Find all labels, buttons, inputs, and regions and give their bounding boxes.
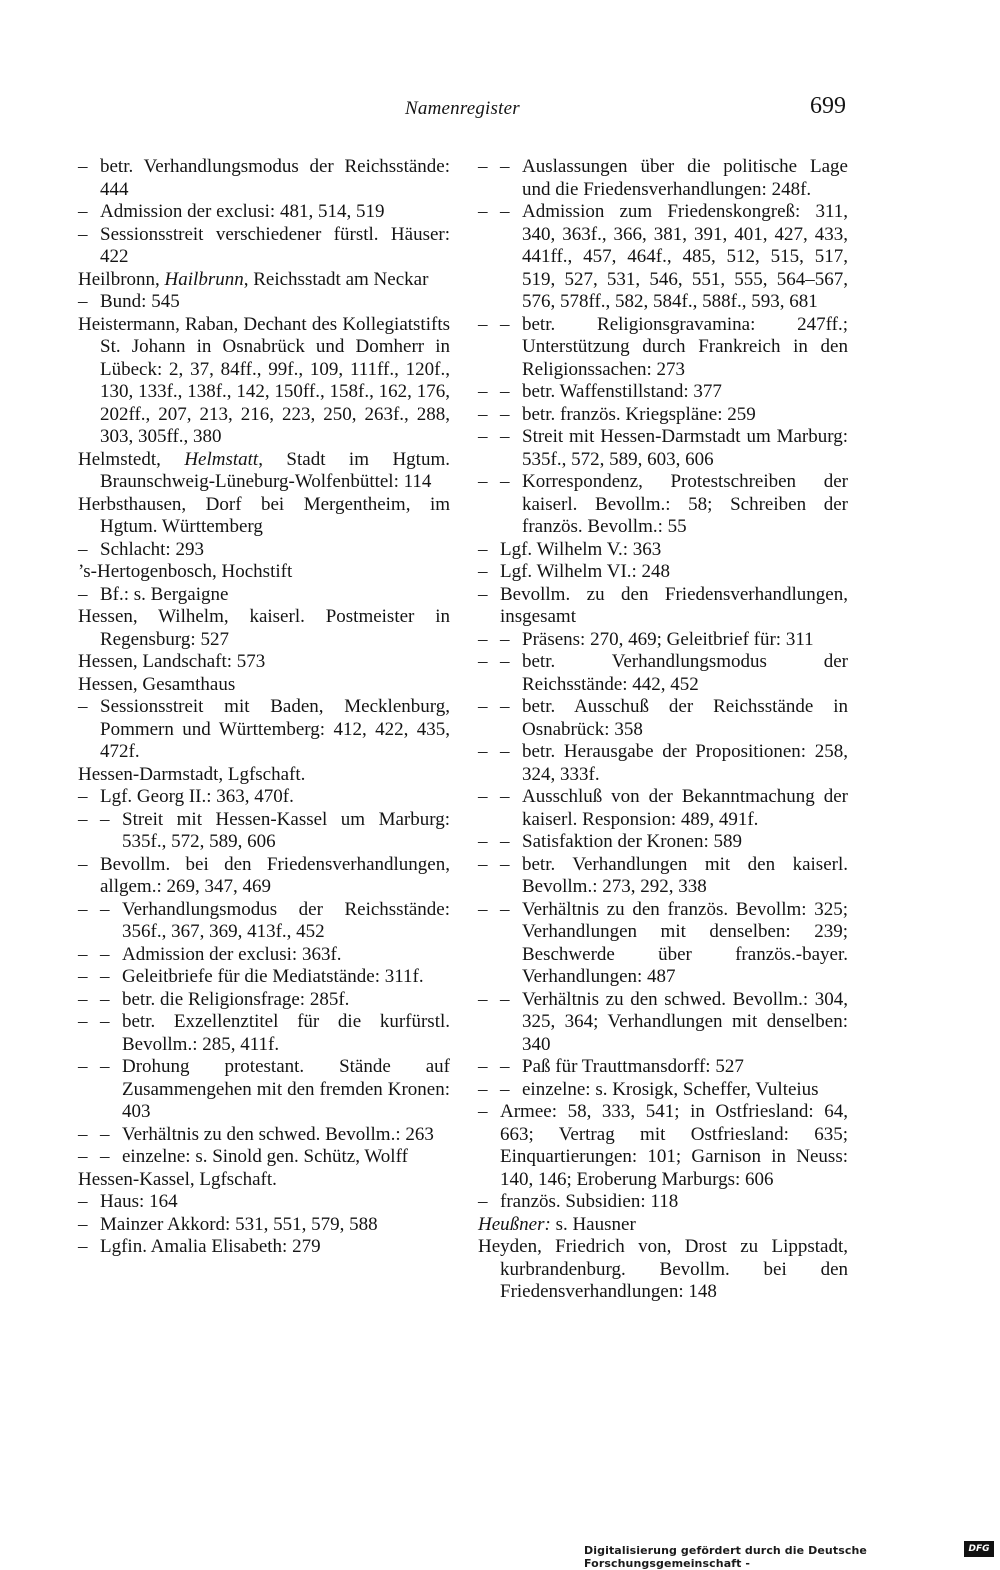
entry-text: Bf.: s. Bergaigne [100,583,229,605]
entry-text: Mainzer Akkord: 531, 551, 579, 588 [100,1213,378,1235]
subentry-dash: – [478,426,488,447]
subentry-dash: – [500,1078,510,1100]
entry-text: Hessen, Wilhelm, kaiserl. Postmeister in Regensburg: 527 [78,606,450,650]
subentry-dash: – [78,1213,88,1235]
subentry-dash: – [500,156,510,177]
subentry-dash: – [78,538,88,560]
index-column-right [478,156,848,1304]
index-entry [478,696,848,741]
subentry-dash: – [478,853,488,875]
entry-text: französ. Subsidien: 118 [500,1191,679,1212]
entry-text: betr. Exzellenztitel für die kurfürstl. Bevollm.: 285, 411f. [122,1011,450,1055]
subentry-dash: – [500,853,510,875]
subentry-dash: – [478,786,488,807]
subentry-dash: – [478,628,488,650]
subentry-dash: – [478,381,488,402]
subentry-dash: – [78,853,88,875]
subentry-dash: – [78,201,88,222]
index-entry [78,1191,450,1214]
subentry-dash: – [78,786,88,807]
subentry-dash: – [478,1056,488,1077]
page-number: 699 [810,93,846,119]
index-entry [78,1146,450,1169]
index-entry [78,314,450,449]
index-entry [78,269,450,292]
entry-text: einzelne: s. Sinold gen. Schütz, Wolff [122,1146,408,1167]
entry-text: Hessen, Gesamthaus [78,673,236,695]
subentry-dash: – [500,201,510,222]
subentry-dash: – [78,1011,88,1032]
index-entry [78,584,450,607]
index-entry [478,786,848,831]
subentry-dash: – [478,313,488,335]
subentry-dash: – [100,943,110,965]
entry-text: Haus: 164 [100,1191,178,1212]
subentry-dash: – [500,898,510,920]
subentry-dash: – [500,651,510,672]
index-entry [78,1011,450,1056]
entry-text: Satisfaktion der Kronen: 589 [522,831,743,852]
entry-text-rest: , Reichsstadt am Neckar [243,268,429,290]
entry-text: Heistermann, Raban, Dechant des Kollegiatstifts St. Johann in Osnabrück und Domherr in Lübeck: 2, 37, 84ff., 99f., 109, 111ff., 120f., 130, 133f., 138f., 142, 150ff., 158f., 162, 176, 202ff., 207, 213, 216, 223, 250, 263f., 288, 303, 305ff., 380 [78,313,450,447]
subentry-dash: – [478,403,488,425]
entry-text: Verhältnis zu den schwed. Bevollm.: 263 [122,1123,434,1145]
entry-text: betr. Verhandlungsmodus der Reichsstände: 444 [100,156,450,200]
index-entry [478,539,848,562]
entry-text: betr. Verhandlungen mit den kaiserl. Bevollm.: 273, 292, 338 [522,853,848,897]
entry-text: Herbsthausen, Dorf bei Mergentheim, im Hgtum. Württemberg [78,493,450,537]
entry-text: Lgf. Wilhelm V.: 363 [500,538,662,560]
subentry-dash: – [78,943,88,965]
index-entry [78,494,450,539]
index-entry [78,899,450,944]
entry-text: Armee: 58, 333, 541; in Ostfriesland: 64, 663; Vertrag mit Ostfriesland: 635; Einquartierungen: 101; Garnison in Neuss: 140, 146; Eroberung Marburgs: 606 [500,1101,848,1190]
subentry-dash: – [78,1191,88,1212]
index-entry [478,1214,848,1237]
index-entry [478,1191,848,1214]
entry-text: Paß für Trauttmansdorff: 527 [522,1056,744,1077]
subentry-dash: – [478,696,488,717]
index-entry [78,989,450,1012]
entry-text: Streit mit Hessen-Darmstadt um Marburg: 535f., 572, 589, 603, 606 [522,426,848,470]
subentry-dash: – [478,471,488,492]
subentry-dash: – [500,831,510,852]
subentry-dash: – [500,988,510,1010]
index-entry [78,854,450,899]
entry-text: Korrespondenz, Protestschreiben der kaiserl. Bevollm.: 58; Schreiben der französ. Bevollm.: 55 [522,471,848,537]
index-entry [78,1236,450,1259]
subentry-dash: – [478,988,488,1010]
digitization-credit: Digitalisierung gefördert durch die Deutsche Forschungsgemeinschaft - [584,1544,867,1570]
subentry-dash: – [78,1056,88,1077]
subentry-dash: – [100,808,110,830]
entry-variant-name: Hailbrunn [164,268,244,290]
entry-text: Bevollm. zu den Friedensverhandlungen, insgesamt [500,583,848,627]
subentry-dash: – [478,741,488,762]
entry-text-rest: s. Hausner [550,1213,636,1235]
subentry-dash: – [500,403,510,425]
subentry-dash: – [478,651,488,672]
subentry-dash: – [500,786,510,807]
index-entry [78,696,450,764]
subentry-dash: – [100,1056,110,1077]
entry-text: betr. Waffenstillstand: 377 [522,381,722,402]
subentry-dash: – [500,696,510,717]
entry-text: betr. die Religionsfrage: 285f. [122,988,350,1010]
subentry-dash: – [478,538,488,560]
entry-text: Auslassungen über die politische Lage und die Friedensverhandlungen: 248f. [522,156,848,200]
subentry-dash: – [478,1101,488,1122]
subentry-dash: – [78,291,88,312]
index-entry [78,1124,450,1147]
entry-text: Verhältnis zu den französ. Bevollm: 325; Verhandlungen mit denselben: 239; Beschwerde über französ.-bayer. Verhandlungen: 487 [522,898,848,987]
entry-text: Lgfin. Amalia Elisabeth: 279 [100,1236,321,1257]
index-entry [478,156,848,201]
entry-text: Verhandlungsmodus der Reichsstände: 356f., 367, 369, 413f., 452 [122,898,450,942]
entry-text: Hessen-Kassel, Lgfschaft. [78,1168,277,1190]
index-entry [478,471,848,539]
index-entry [78,561,450,584]
index-entry [478,201,848,314]
subentry-dash: – [78,223,88,245]
entry-text: Helmstedt, [78,448,185,470]
index-entry [78,651,450,674]
entry-text: betr. Verhandlungsmodus der Reichsstände: 442, 452 [522,651,848,695]
subentry-dash: – [478,898,488,920]
index-entry [78,966,450,989]
index-entry [478,426,848,471]
index-entry [478,404,848,427]
subentry-dash: – [478,561,488,582]
subentry-dash: – [478,831,488,852]
entry-text: Bevollm. bei den Friedensverhandlungen, allgem.: 269, 347, 469 [100,853,450,897]
index-entry [78,809,450,854]
index-entry [78,449,450,494]
index-entry [78,764,450,787]
subentry-dash: – [78,1146,88,1167]
entry-text: Admission der exclusi: 363f. [122,943,342,965]
index-entry [478,854,848,899]
index-entry [78,1056,450,1124]
entry-text: betr. französ. Kriegspläne: 259 [522,403,756,425]
index-entry [78,1214,450,1237]
index-entry [478,314,848,382]
index-entry [478,584,848,629]
subentry-dash: – [78,583,88,605]
subentry-dash: – [500,628,510,650]
entry-text: Hessen-Darmstadt, Lgfschaft. [78,763,306,785]
running-header-title: Namenregister [405,98,520,119]
entry-text: Verhältnis zu den schwed. Bevollm.: 304, 325, 364; Verhandlungen mit denselben: 340 [522,988,848,1055]
index-entry [478,651,848,696]
subentry-dash: – [100,1011,110,1032]
entry-text: ’s-Hertogenbosch, Hochstift [78,561,293,582]
entry-text: Sessionsstreit mit Baden, Mecklenburg, Pommern und Württemberg: 412, 422, 435, 472f. [100,696,450,762]
index-entry [78,201,450,224]
subentry-dash: – [100,988,110,1010]
subentry-dash: – [500,381,510,402]
subentry-dash: – [78,156,88,177]
entry-text: Drohung protestant. Stände auf Zusammengehen mit den fremden Kronen: 403 [122,1056,450,1122]
index-entry [478,1079,848,1102]
entry-text: Lgf. Georg II.: 363, 470f. [100,786,294,807]
index-entry [478,1236,848,1304]
entry-text: Hessen, Landschaft: 573 [78,651,266,672]
subentry-dash: – [500,471,510,492]
entry-text: Schlacht: 293 [100,538,204,560]
index-entry [78,1169,450,1192]
entry-variant-name: Heußner: [478,1213,551,1235]
subentry-dash: – [500,313,510,335]
entry-text: Heyden, Friedrich von, Drost zu Lippstadt, kurbrandenburg. Bevollm. bei den Friedensverhandlungen: 148 [478,1236,848,1302]
index-entry [78,944,450,967]
subentry-dash: – [478,1078,488,1100]
subentry-dash: – [500,741,510,762]
subentry-dash: – [478,583,488,605]
entry-text: betr. Religionsgravamina: 247ff.; Unterstützung durch Frankreich in den Religionssachen: 273 [522,313,848,380]
entry-text: Streit mit Hessen-Kassel um Marburg: 535f., 572, 589, 606 [122,808,450,852]
subentry-dash: – [100,1146,110,1167]
dfg-logo: DFG [964,1541,994,1557]
index-entry [478,381,848,404]
index-entry [78,224,450,269]
index-entry [478,1101,848,1191]
index-entry [78,786,450,809]
index-entry [478,831,848,854]
subentry-dash: – [500,426,510,447]
subentry-dash: – [100,1123,110,1145]
subentry-dash: – [78,1123,88,1145]
entry-text-rest: , Stadt im Hgtum. Braunschweig-Lüneburg-Wolfenbüttel: 114 [100,448,450,492]
index-entry [478,561,848,584]
index-entry [478,989,848,1057]
index-entry [478,629,848,652]
subentry-dash: – [100,898,110,920]
entry-text: einzelne: s. Krosigk, Scheffer, Vulteius [522,1078,819,1100]
index-entry [78,156,450,201]
index-entry [78,674,450,697]
subentry-dash: – [78,696,88,717]
entry-text: Ausschluß von der Bekanntmachung der kaiserl. Responsion: 489, 491f. [522,786,848,830]
index-entry [78,539,450,562]
subentry-dash: – [100,966,110,987]
subentry-dash: – [78,988,88,1010]
entry-text: Lgf. Wilhelm VI.: 248 [500,561,671,582]
entry-text: Sessionsstreit verschiedener fürstl. Häuser: 422 [100,223,450,267]
index-entry [78,291,450,314]
entry-text: Geleitbriefe für die Mediatstände: 311f. [122,966,424,987]
subentry-dash: – [500,1056,510,1077]
entry-text: Admission zum Friedenskongreß: 311, 340, 363f., 366, 381, 391, 401, 427, 433, 441ff., 457, 464f., 485, 512, 515, 517, 519, 527, 531, 546, 551, 555, 564–567, 576, 578ff., 582, 584f., 588f., 593, 681 [522,201,848,312]
subentry-dash: – [478,201,488,222]
index-entry [78,606,450,651]
subentry-dash: – [478,1191,488,1212]
entry-text: Admission der exclusi: 481, 514, 519 [100,201,385,222]
entry-text: Präsens: 270, 469; Geleitbrief für: 311 [522,628,814,650]
entry-text: Bund: 545 [100,291,180,312]
subentry-dash: – [78,808,88,830]
subentry-dash: – [78,898,88,920]
subentry-dash: – [478,156,488,177]
entry-text: betr. Ausschuß der Reichsstände in Osnabrück: 358 [522,696,848,740]
index-entry [478,899,848,989]
entry-text: betr. Herausgabe der Propositionen: 258, 324, 333f. [522,741,848,785]
index-entry [478,1056,848,1079]
index-column-left [78,156,450,1259]
entry-text: Heilbronn, [78,268,165,290]
subentry-dash: – [78,966,88,987]
entry-variant-name: Helmstatt [184,448,259,470]
index-entry [478,741,848,786]
subentry-dash: – [78,1236,88,1257]
